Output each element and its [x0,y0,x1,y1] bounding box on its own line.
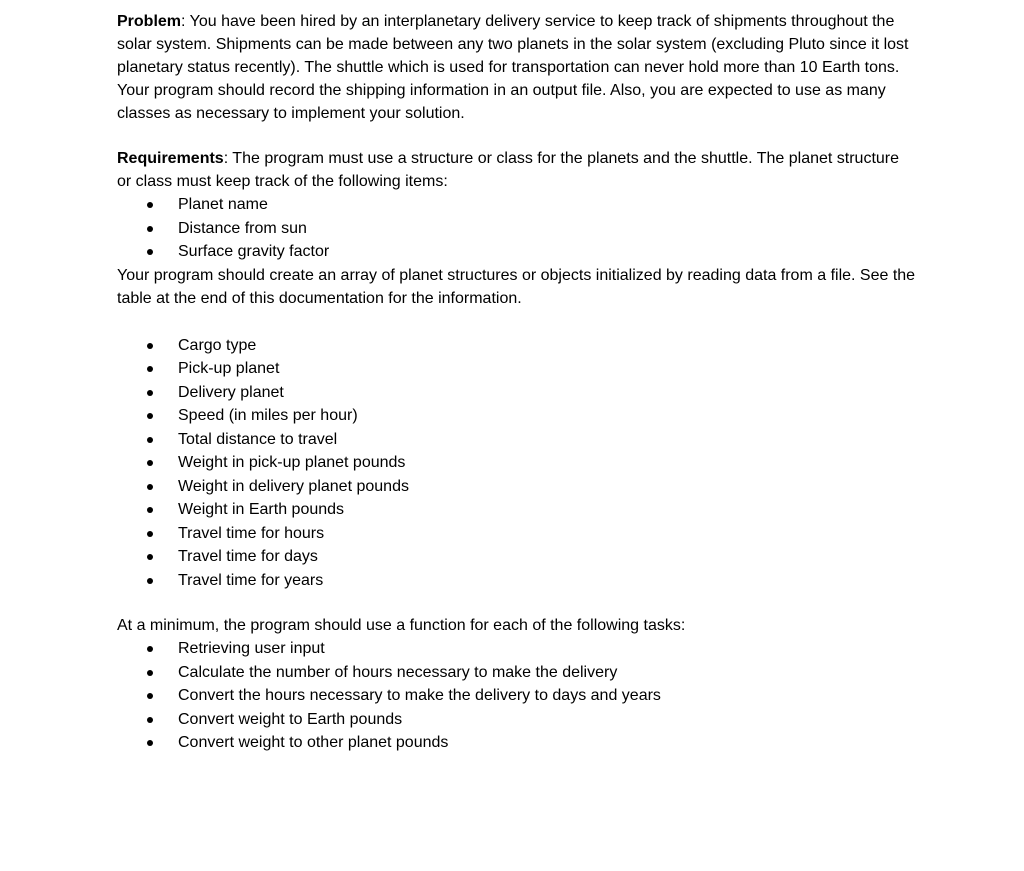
planet-items-list [117,193,917,264]
list-item: Speed (in miles per hour) [117,404,917,428]
array-paragraph: Your program should create an array of planet structures or objects initialized by reading data from a file. See the table at the end of this documentation for the information. [117,266,916,307]
list-item: Pick-up planet [117,357,917,381]
problem-text: : You have been hired by an interplanetary delivery service to keep track of shipments throughout the solar system. Shipments can be made between any two planets in the solar system (excluding Pluto since it lost planetary status recently). The shuttle which is used for transportation can never hold more than 10 Earth tons. Your program should record the shipping information in an output file. Also, you are expected to use as many classes as necessary to implement your solution. [117,13,909,122]
problem-paragraph [117,10,917,125]
list-item: Cargo type [117,334,917,358]
requirements-paragraph [117,147,917,193]
list-item: Planet name [117,193,917,217]
document-page [117,10,917,755]
functions-intro: At a minimum, the program should use a function for each of the following tasks: [117,617,686,634]
list-item: Distance from sun [117,217,917,241]
requirements-text: : The program must use a structure or class for the planets and the shuttle. The planet structure or class must keep track of the following items: [117,150,900,190]
list-item: Travel time for hours [117,522,917,546]
functions-list [117,637,917,755]
shuttle-items-list [117,334,917,593]
list-item: Convert the hours necessary to make the delivery to days and years [117,684,917,708]
list-item: Surface gravity factor [117,240,917,264]
list-item: Retrieving user input [117,637,917,661]
list-item: Weight in pick-up planet pounds [117,451,917,475]
list-item: Travel time for years [117,569,917,593]
list-item: Calculate the number of hours necessary to make the delivery [117,661,917,685]
list-item: Weight in delivery planet pounds [117,475,917,499]
list-item: Travel time for days [117,545,917,569]
list-item: Convert weight to Earth pounds [117,708,917,732]
problem-label: Problem [117,13,182,30]
list-item: Total distance to travel [117,428,917,452]
list-item: Delivery planet [117,381,917,405]
list-item: Convert weight to other planet pounds [117,731,917,755]
requirements-label: Requirements [117,150,224,167]
list-item: Weight in Earth pounds [117,498,917,522]
